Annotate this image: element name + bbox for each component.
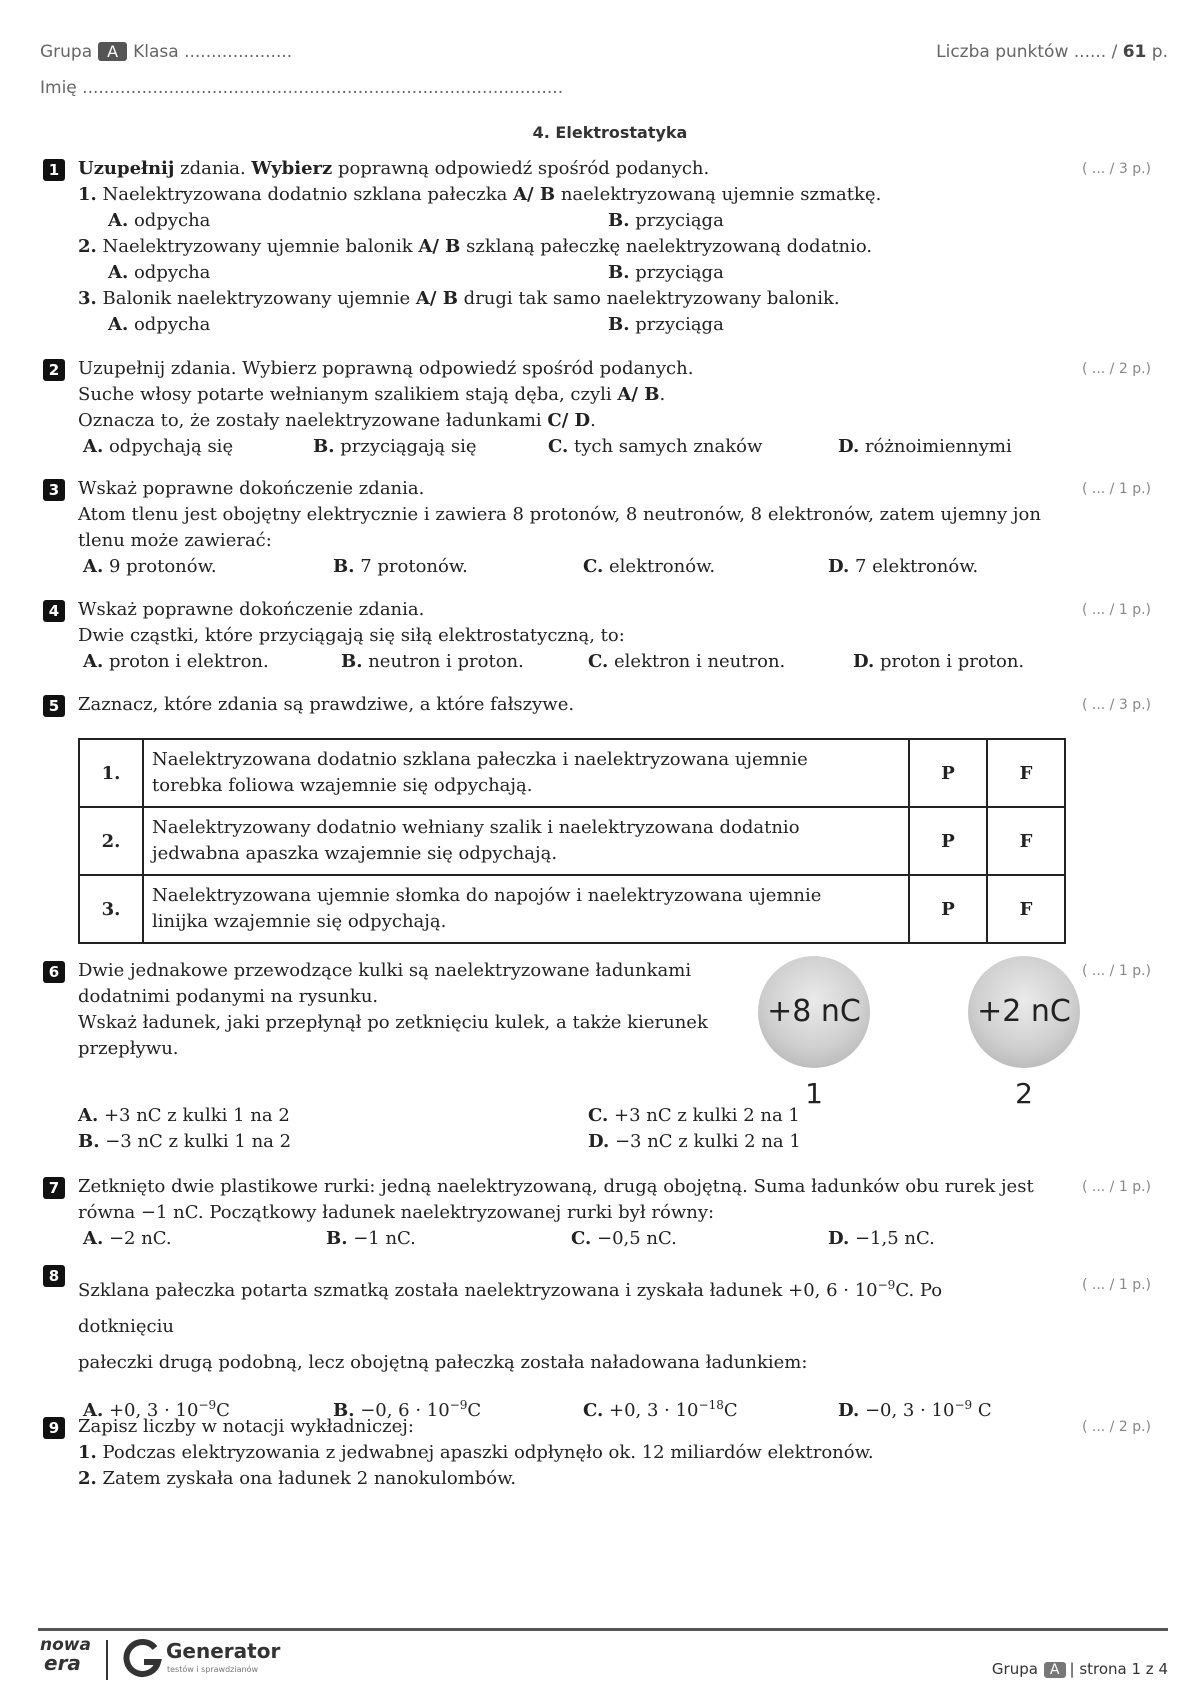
instruction-text: poprawną odpowiedź spośród podanych. [332, 158, 710, 179]
option-a[interactable]: A. +0, $3 \cdot 10^{-9}C$ [83, 1398, 230, 1421]
page-title: 4. Elektrostatyka [532, 123, 688, 142]
footer-page-info [992, 1660, 1168, 1678]
question-number: 7 [43, 1177, 65, 1199]
instruction-text: Wskaż poprawne dokończenie zdania. [78, 478, 425, 499]
options-row [83, 434, 1043, 460]
option-d[interactable]: D. −0, $3 \cdot 10^{-9}$ C [838, 1398, 992, 1421]
item-2-options [78, 260, 1043, 286]
question-4 [43, 597, 1151, 675]
option-d[interactable]: D. różnoimiennymi [838, 436, 1012, 457]
page-number: | strona 1 z 4 [1069, 1660, 1168, 1678]
option-a[interactable]: A. +3 nC z kulki 1 na 2 [78, 1105, 290, 1126]
grupa-label: Grupa [40, 42, 93, 62]
option-a[interactable]: A. odpycha [108, 314, 211, 335]
question-points: ( ... / 1 p.) [1081, 1277, 1151, 1293]
option-a[interactable]: A. −2 nC. [83, 1228, 172, 1249]
option-c[interactable]: C. +3 nC z kulki 2 na 1 [588, 1105, 800, 1126]
option-d[interactable]: D. 7 elektronów. [828, 556, 979, 577]
question-text: Szklana pałeczka potarta szmatką została naelektryzowana i zyskała ładunek +0, $6 \cdot 10^{-9}C$. Po dotknięciu [78, 1278, 943, 1337]
statement: Naelektryzowana ujemnie słomka do napojów i naelektryzowana ujemnie linijka wzajemnie się odpychają. [143, 875, 909, 943]
points-suffix: p. [1146, 42, 1168, 62]
option-b[interactable]: B. −0, $6 \cdot 10^{-9}C$ [333, 1398, 482, 1421]
item-1: 1. Podczas elektryzowania z jedwabnej apaszki odpłynęło ok. 12 miliardów elektronów. [78, 1442, 874, 1463]
option-d[interactable]: D. proton i proton. [853, 651, 1025, 672]
true-option[interactable]: P [909, 807, 987, 875]
instruction-bold: Wybierz [251, 158, 333, 179]
question-text: Oznacza to, że zostały naelektryzowane ładunkami C/ D. [78, 410, 596, 431]
item-3-options [78, 312, 1043, 338]
question-text: pałeczki drugą podobną, lecz obojętną pałeczką została naładowana ładunkiem: [78, 1352, 808, 1373]
charged-ball-1: +8 nC [758, 956, 870, 1068]
question-points: ( ... / 3 p.) [1081, 161, 1151, 177]
option-d[interactable]: D. −1,5 nC. [828, 1228, 935, 1249]
generator-g-icon [122, 1638, 162, 1678]
question-8 [43, 1267, 1151, 1425]
grupa-value-badge: A [98, 42, 127, 61]
header-group-row [40, 42, 292, 62]
klasa-field[interactable]: Klasa .................... [133, 42, 293, 62]
nowa-era-logo: nowa era [40, 1635, 91, 1675]
question-points: ( ... / 2 p.) [1081, 1419, 1151, 1435]
instruction-text: Uzupełnij zdania. Wybierz poprawną odpowiedź spośród podanych. [78, 358, 694, 379]
option-a[interactable]: A. odpycha [108, 262, 211, 283]
false-option[interactable]: F [987, 807, 1065, 875]
options-row [83, 1226, 1043, 1252]
option-c[interactable]: C. +0, $3 \cdot 10^{-18}C$ [583, 1398, 738, 1421]
item-1: 1. Naelektryzowana dodatnio szklana pałeczka A/ B naelektryzowaną ujemnie szmatkę. [78, 184, 882, 205]
row-number: 3. [79, 875, 143, 943]
option-b[interactable]: B. 7 protonów. [333, 556, 468, 577]
question-1 [43, 156, 1151, 338]
item-3: 3. Balonik naelektryzowany ujemnie A/ B drugi tak samo naelektryzowany balonik. [78, 288, 840, 309]
points-total-label: Liczba punktów ...... / [936, 42, 1123, 62]
question-text: dodatnimi podanymi na rysunku. [78, 986, 379, 1007]
true-option[interactable]: P [909, 739, 987, 807]
footer-grupa-badge: A [1044, 1662, 1066, 1678]
question-number: 2 [43, 359, 65, 381]
question-number: 6 [43, 961, 65, 983]
instruction-text: Zaznacz, które zdania są prawdziwe, a które fałszywe. [78, 694, 575, 715]
instruction-text: Zapisz liczby w notacji wykładniczej: [78, 1416, 414, 1437]
true-false-table [78, 738, 1066, 944]
question-number: 1 [43, 159, 65, 181]
question-text: Wskaż ładunek, jaki przepłynął po zetknięciu kulek, a także kierunek [78, 1012, 708, 1033]
question-7 [43, 1174, 1151, 1252]
question-number: 5 [43, 695, 65, 717]
option-a[interactable]: A. odpychają się [83, 436, 234, 457]
option-b[interactable]: B. przyciąga [608, 314, 724, 335]
question-text: Suche włosy potarte wełnianym szalikiem stają dęba, czyli A/ B. [78, 384, 666, 405]
item-2: 2. Zatem zyskała ona ładunek 2 nanokulombów. [78, 1468, 517, 1489]
option-b[interactable]: B. neutron i proton. [341, 651, 524, 672]
true-option[interactable]: P [909, 875, 987, 943]
false-option[interactable]: F [987, 739, 1065, 807]
instruction-bold: Uzupełnij [78, 158, 175, 179]
question-6 [43, 958, 1151, 1062]
question-5 [43, 692, 1151, 718]
question-text: Zetknięto dwie plastikowe rurki: jedną naelektryzowaną, drugą obojętną. Suma ładunków obu rurek jest [78, 1176, 1034, 1197]
option-a[interactable]: A. odpycha [108, 210, 211, 231]
points-max: 61 [1122, 42, 1147, 62]
option-b[interactable]: B. przyciąga [608, 210, 724, 231]
question-text: przepływu. [78, 1038, 179, 1059]
table-row [79, 875, 1065, 943]
question-2 [43, 356, 1151, 460]
question-points: ( ... / 3 p.) [1081, 697, 1151, 713]
instruction-text: zdania. [174, 158, 252, 179]
table-row [79, 739, 1065, 807]
question-number: 3 [43, 479, 65, 501]
options-row [83, 649, 1043, 675]
option-b[interactable]: B. −3 nC z kulki 1 na 2 [78, 1131, 292, 1152]
question-points: ( ... / 1 p.) [1081, 481, 1151, 497]
instruction-text: Wskaż poprawne dokończenie zdania. [78, 599, 425, 620]
item-1-options [78, 208, 1043, 234]
logo-separator [106, 1640, 108, 1680]
option-c[interactable]: C. tych samych znaków [548, 436, 763, 457]
points-total [936, 42, 1168, 62]
option-a[interactable]: A. proton i elektron. [83, 651, 269, 672]
footer-divider [38, 1628, 1168, 1631]
false-option[interactable]: F [987, 875, 1065, 943]
ball-2-label: 2 [1015, 1077, 1033, 1110]
ball-1-label: 1 [805, 1077, 823, 1110]
question-3 [43, 476, 1151, 580]
option-b[interactable]: B. przyciąga [608, 262, 724, 283]
question-text: Atom tlenu jest obojętny elektrycznie i zawiera 8 protonów, 8 neutronów, 8 elektronów, zatem ujemny jon [78, 504, 1041, 525]
question-9 [43, 1414, 1151, 1492]
question-points: ( ... / 1 p.) [1081, 602, 1151, 618]
table-row [79, 807, 1065, 875]
question-points: ( ... / 2 p.) [1081, 361, 1151, 377]
option-c[interactable]: C. −0,5 nC. [571, 1228, 677, 1249]
question-text: tlenu może zawierać: [78, 530, 272, 551]
question-6-options [43, 1103, 1043, 1155]
options-row [83, 554, 1043, 580]
item-2: 2. Naelektryzowany ujemnie balonik A/ B szklaną pałeczkę naelektryzowaną dodatnio. [78, 236, 873, 257]
imie-field[interactable]: Imię ......................................................................................... [40, 78, 564, 98]
option-c[interactable]: C. elektron i neutron. [588, 651, 786, 672]
statement: Naelektryzowana dodatnio szklana pałeczka i naelektryzowana ujemnie torebka foliowa wzajemnie się odpychają. [143, 739, 909, 807]
option-d[interactable]: D. −3 nC z kulki 2 na 1 [588, 1131, 801, 1152]
question-text: równa −1 nC. Początkowy ładunek naelektryzowanej rurki był równy: [78, 1202, 715, 1223]
question-number: 8 [43, 1265, 65, 1287]
question-number: 9 [43, 1417, 65, 1439]
question-text: Dwie jednakowe przewodzące kulki są naelektryzowane ładunkami [78, 960, 692, 981]
row-number: 2. [79, 807, 143, 875]
option-a[interactable]: A. 9 protonów. [83, 556, 217, 577]
option-c[interactable]: C. elektronów. [583, 556, 716, 577]
question-number: 4 [43, 600, 65, 622]
option-b[interactable]: B. −1 nC. [326, 1228, 416, 1249]
question-text: Dwie cząstki, które przyciągają się siłą elektrostatyczną, to: [78, 625, 625, 646]
statement: Naelektryzowany dodatnio wełniany szalik i naelektryzowana dodatnio jedwabna apaszka wzajemnie się odpychają. [143, 807, 909, 875]
option-b[interactable]: B. przyciągają się [313, 436, 477, 457]
question-points: ( ... / 1 p.) [1081, 963, 1151, 979]
row-number: 1. [79, 739, 143, 807]
charged-ball-2: +2 nC [968, 956, 1080, 1068]
question-points: ( ... / 1 p.) [1081, 1179, 1151, 1195]
footer-grupa-label: Grupa [991, 1660, 1038, 1678]
